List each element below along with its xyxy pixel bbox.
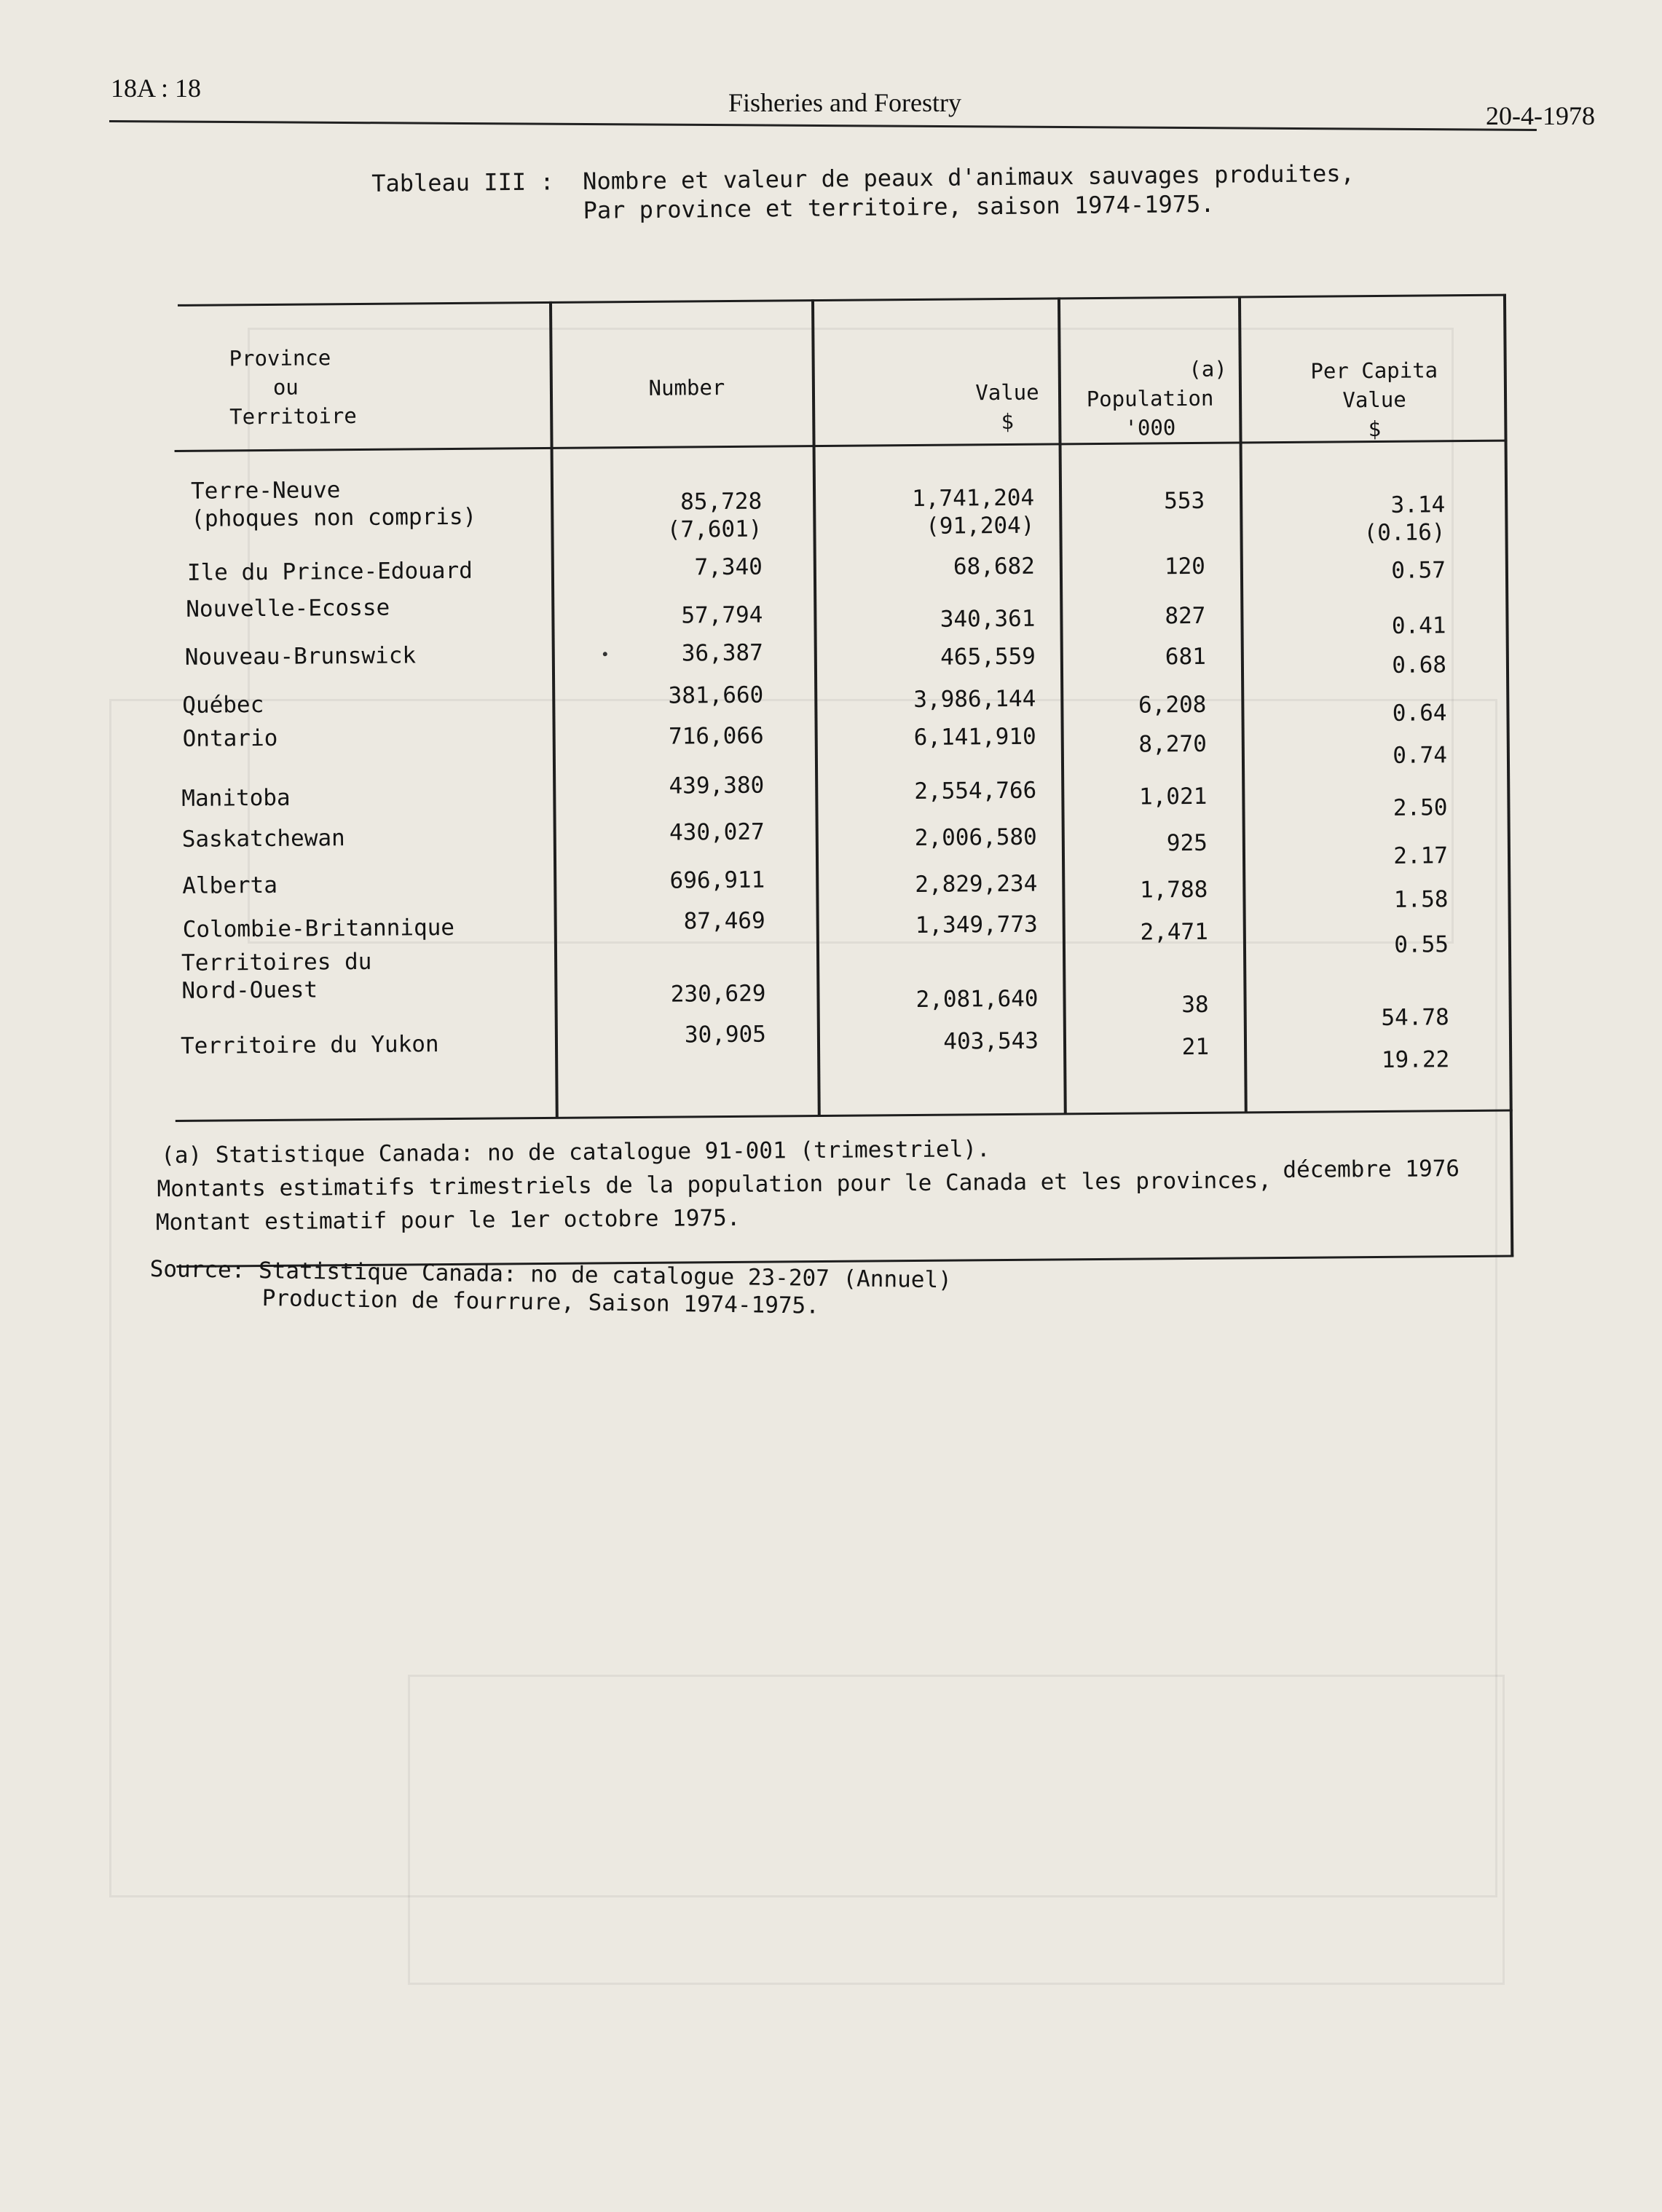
row-population: 21 (1181, 1033, 1210, 1061)
row-population: 38 (1181, 991, 1209, 1019)
footnote-a: (a) Statistique Canada: no de catalogue 91-001 (trimestriel). (161, 1136, 990, 1169)
row-province-name: Ile du Prince-Edouard (186, 557, 473, 586)
row-per-capita (1307, 491, 1446, 547)
row-per-capita: 0.41 (1391, 612, 1446, 639)
header-province-line: Territoire (229, 403, 357, 430)
number-line: (7,601) (666, 516, 763, 543)
province-name-line: Terre-Neuve (190, 477, 341, 505)
table-top-rule (178, 294, 1506, 307)
source-line-1: Source: Statistique Canada: no de catalogue 23-207 (Annuel) (149, 1255, 953, 1294)
row-province-name: Ontario (182, 724, 278, 752)
row-per-capita: 0.57 (1391, 557, 1446, 584)
column-divider (549, 301, 559, 1118)
stray-mark (603, 652, 607, 656)
row-per-capita: 19.22 (1381, 1046, 1450, 1073)
row-province-name: Nouvelle-Ecosse (186, 594, 390, 623)
row-number: 230,629 (670, 980, 766, 1008)
row-population: 681 (1165, 643, 1206, 671)
header-per-capita-line: Per Capita (1310, 358, 1438, 384)
row-per-capita: 1.58 (1393, 886, 1449, 913)
row-value (870, 484, 1035, 541)
row-per-capita: 2.17 (1393, 842, 1449, 869)
row-per-capita: 0.64 (1392, 700, 1447, 727)
value-line: 1,741,204 (912, 484, 1035, 512)
header-province (229, 343, 357, 431)
row-province-name (181, 948, 372, 1005)
row-population: 827 (1165, 602, 1206, 630)
row-number: 696,911 (669, 866, 765, 894)
header-per-capita (1245, 355, 1505, 445)
row-per-capita: 54.78 (1381, 1004, 1449, 1031)
row-population: 1,021 (1138, 783, 1208, 810)
row-number: 7,340 (694, 553, 763, 581)
footnote-montants: Montants estimatifs trimestriels de la population pour le Canada et les provinces, (157, 1167, 1272, 1203)
header-value-line: Value (975, 379, 1039, 406)
row-value: 2,829,234 (915, 870, 1038, 898)
row-per-capita: 0.74 (1393, 742, 1448, 769)
row-province-name: Territoire du Yukon (180, 1031, 439, 1059)
row-value: 2,554,766 (914, 777, 1037, 805)
row-number: 439,380 (669, 772, 765, 799)
caption-label: Tableau III : (371, 167, 554, 197)
footnote-a-date: décembre 1976 (1283, 1156, 1460, 1184)
row-province-name: Québec (182, 691, 264, 719)
row-number: 716,066 (668, 722, 764, 750)
row-number: 87,469 (683, 907, 765, 935)
row-population: 120 (1164, 553, 1206, 580)
page-date: 20-4-1978 (1486, 101, 1595, 130)
source-line-2: Production de fourrure, Saison 1974-1975. (261, 1284, 820, 1319)
row-value: 68,682 (953, 553, 1036, 580)
row-number (607, 488, 763, 545)
row-value: 340,361 (940, 605, 1036, 633)
row-per-capita: 2.50 (1393, 794, 1448, 821)
header-value (942, 377, 1074, 436)
per-capita-line: 3.14 (1390, 491, 1446, 518)
row-population: 925 (1166, 829, 1208, 857)
header-province-line: ou (272, 374, 299, 400)
row-per-capita: 0.68 (1392, 652, 1447, 679)
row-value: 2,081,640 (915, 985, 1039, 1013)
per-capita-line: (0.16) (1363, 519, 1446, 547)
caption-line-1: Nombre et valeur de peaux d'animaux sauvages produites, (582, 159, 1355, 195)
number-line: 85,728 (680, 488, 763, 516)
row-number: 36,387 (681, 639, 763, 667)
row-value: 1,349,773 (915, 911, 1038, 939)
row-number: 57,794 (681, 601, 763, 629)
header-population-line: '000 (1125, 415, 1176, 441)
row-province-name: Alberta (182, 872, 278, 899)
table-caption (371, 159, 1355, 227)
row-value: 465,559 (940, 643, 1036, 671)
province-name-line: Nord-Ouest (181, 976, 318, 1004)
header-province-line: Province (229, 345, 331, 371)
table-bottom-rule (176, 1110, 1513, 1122)
row-number: 30,905 (684, 1021, 767, 1048)
caption-line-2: Par province et territoire, saison 1974-1975. (583, 189, 1215, 224)
row-value: 2,006,580 (914, 823, 1037, 851)
row-province-name: Saskatchewan (181, 825, 345, 853)
footnote-montant: Montant estimatif pour le 1er octobre 1975. (155, 1204, 741, 1236)
row-value: 6,141,910 (913, 723, 1036, 751)
header-rule (109, 120, 1537, 131)
header-value-line: $ (1001, 408, 1015, 435)
header-per-capita-line: $ (1368, 416, 1382, 442)
row-population: 553 (1164, 487, 1205, 515)
row-province-name (191, 475, 477, 533)
row-population: 8,270 (1138, 730, 1207, 758)
province-name-line: (phoques non compris) (191, 503, 477, 532)
row-number: 381,660 (668, 682, 764, 709)
header-population-line: Population (1086, 385, 1214, 412)
page-title: Fisheries and Forestry (728, 88, 961, 117)
show-through-box (408, 1675, 1505, 1985)
table-right-border (1503, 294, 1513, 1257)
row-value: 3,986,144 (913, 685, 1036, 713)
page-reference: 18A : 18 (111, 74, 202, 103)
header-population (1063, 354, 1238, 443)
fur-production-table (155, 294, 1513, 1267)
row-province-name: Manitoba (181, 784, 291, 812)
header-number: Number (648, 375, 725, 400)
row-per-capita: 0.55 (1394, 931, 1449, 958)
row-population: 1,788 (1139, 876, 1208, 904)
row-population: 6,208 (1138, 691, 1207, 719)
row-value: 403,543 (943, 1027, 1039, 1055)
header-per-capita-line: Value (1342, 387, 1406, 413)
column-divider (811, 299, 821, 1116)
province-name-line: Territoires du (181, 948, 372, 976)
row-population: 2,471 (1140, 918, 1208, 946)
header-population-line: (a) (1189, 356, 1227, 382)
row-number: 430,027 (669, 818, 765, 846)
row-province-name: Colombie-Britannique (182, 914, 455, 943)
row-province-name: Nouveau-Brunswick (184, 642, 417, 671)
value-line: (91,204) (925, 512, 1035, 540)
